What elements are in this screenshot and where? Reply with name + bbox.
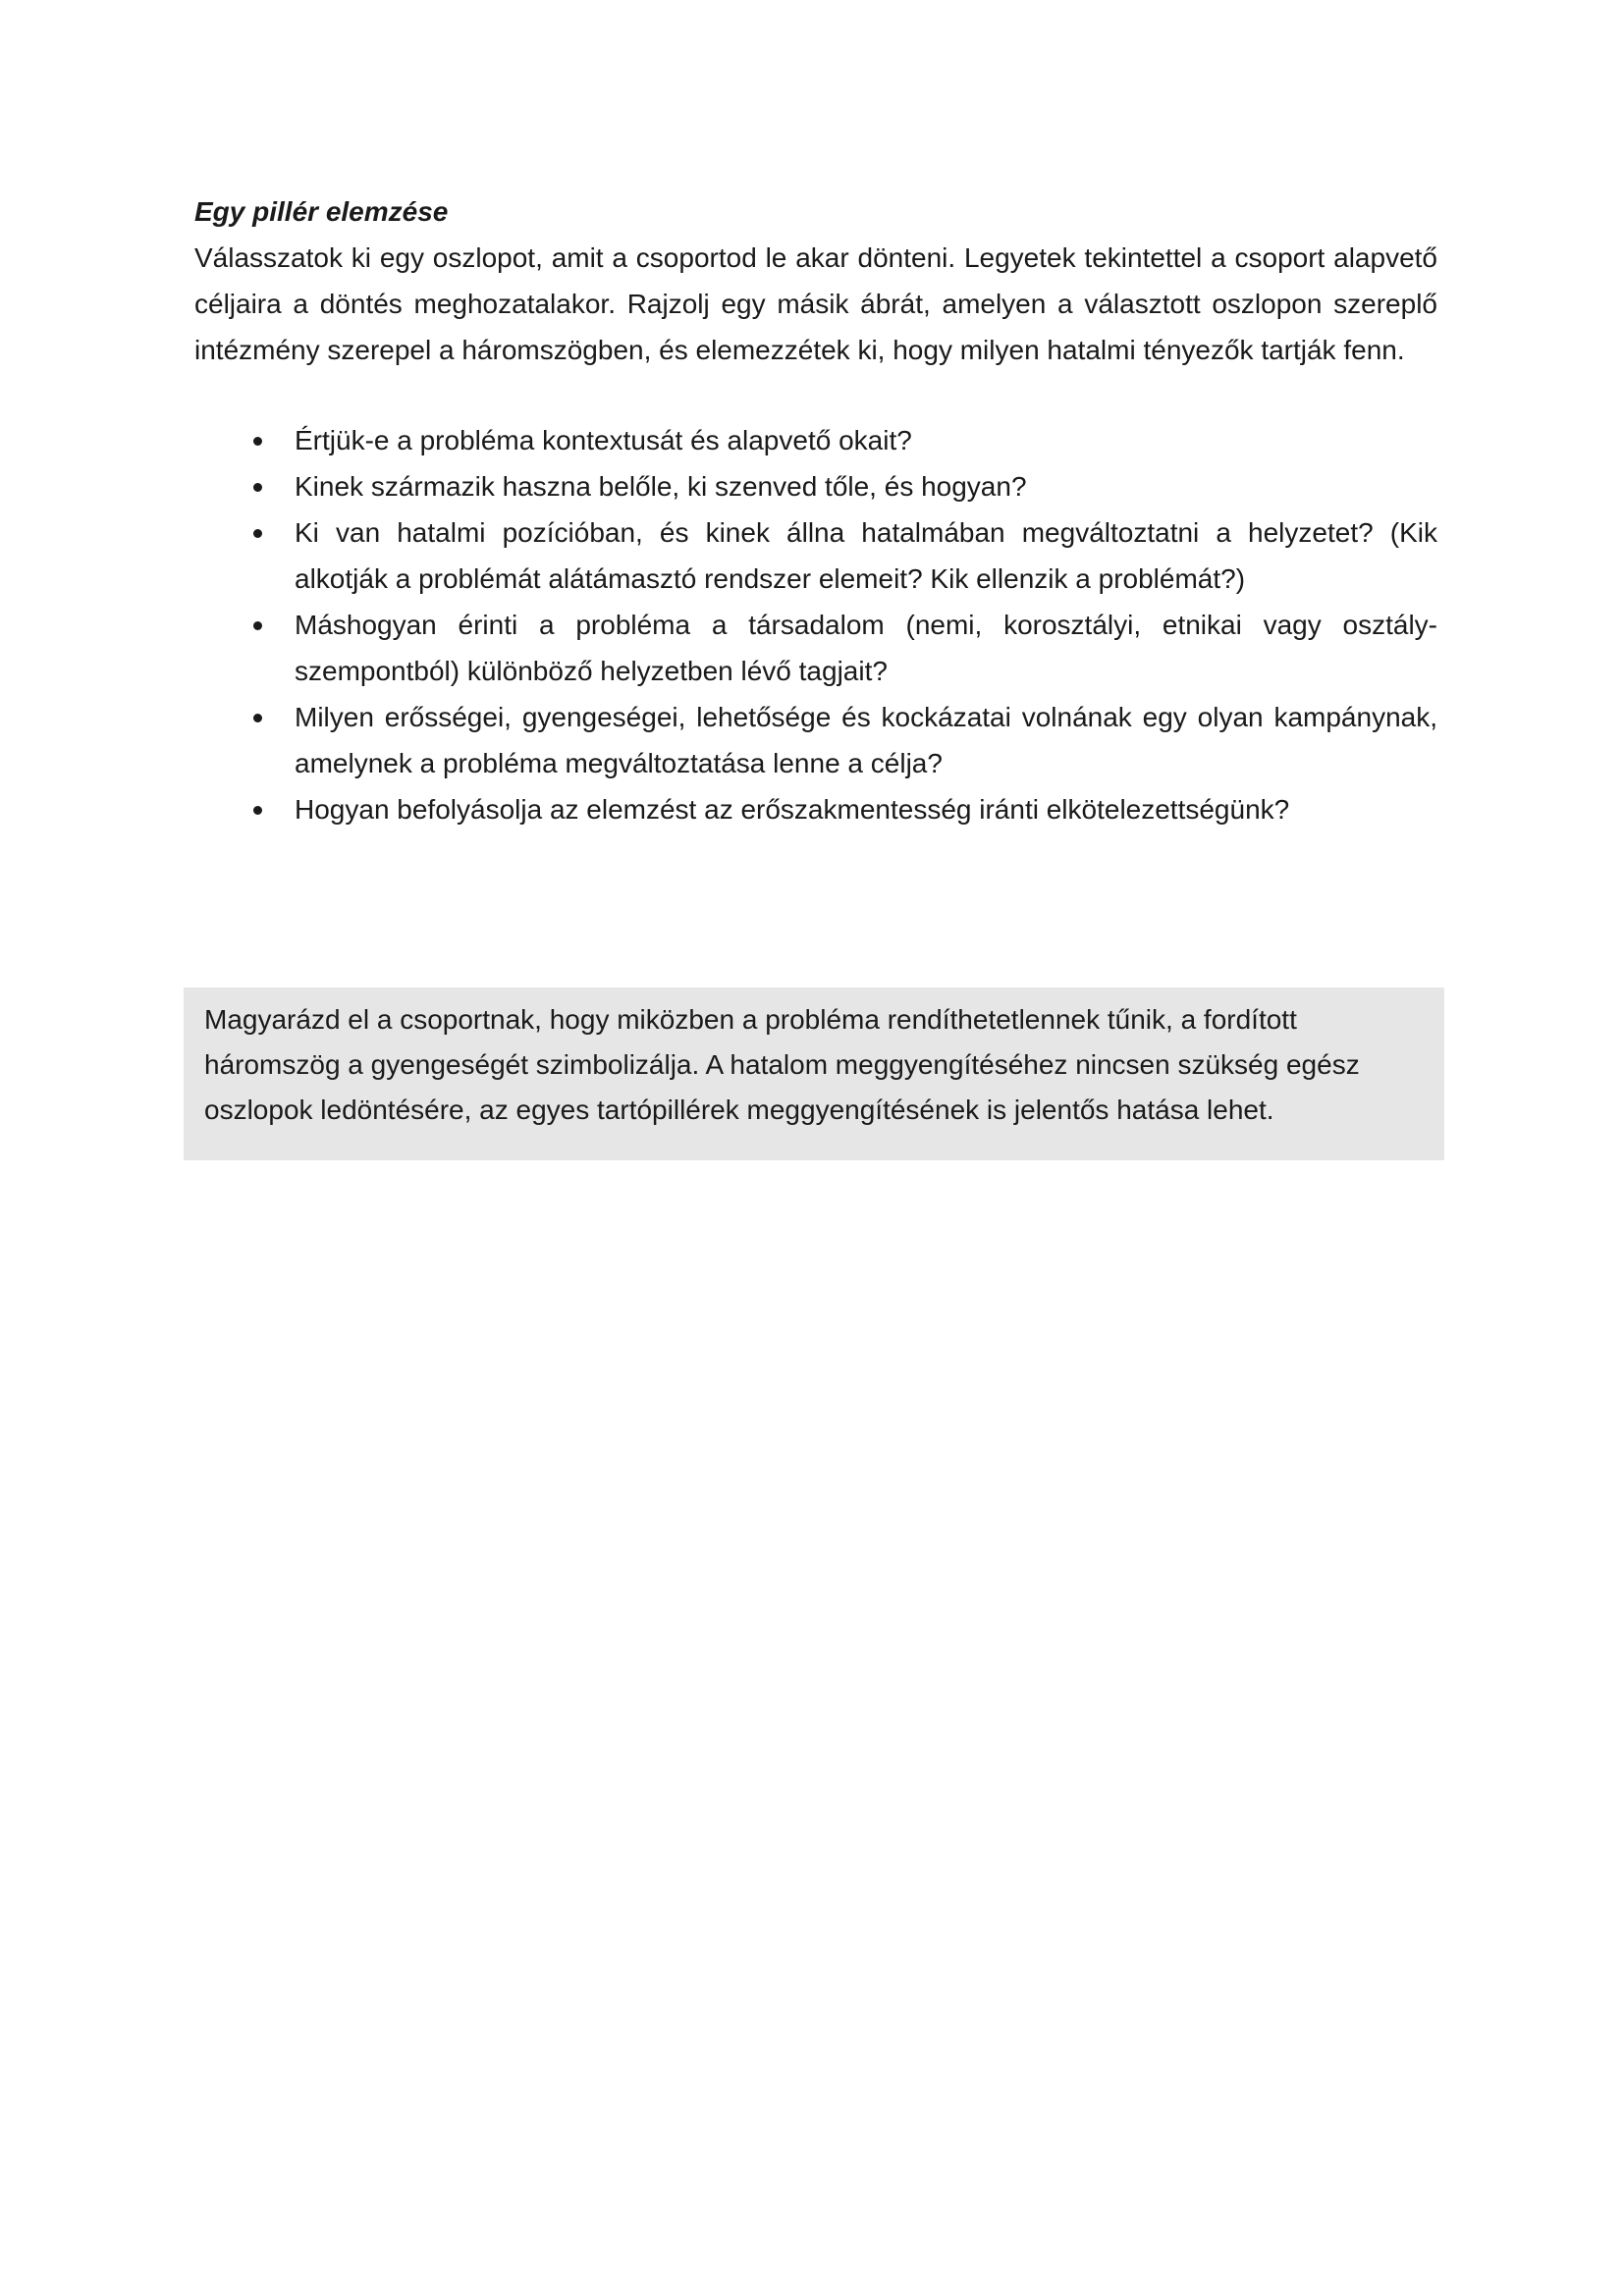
bullet-icon	[253, 714, 262, 722]
note-line: Magyarázd el a csoportnak, hogy miközben a probléma rendíthetetlennek tűnik, a fordított	[204, 1004, 1297, 1035]
section-body	[194, 188, 1437, 832]
bullet-icon	[253, 806, 262, 815]
question-list	[194, 417, 1437, 832]
list-item	[194, 417, 1437, 463]
question-text: Értjük-e a probléma kontextusát és alapvető okait?	[295, 425, 912, 455]
list-item	[194, 694, 1437, 786]
bullet-icon	[253, 483, 262, 492]
list-item	[194, 509, 1437, 602]
facilitator-note-box	[184, 988, 1444, 1160]
question-text: Máshogyan érinti a probléma a társadalom (nemi, korosztályi, etnikai vagy osztály-szempontból) különböző helyzetben lévő tagjait?	[295, 610, 1437, 686]
list-item	[194, 786, 1437, 832]
list-item	[194, 602, 1437, 694]
note-text	[204, 997, 1425, 1133]
intro-paragraph: Válasszatok ki egy oszlopot, amit a csoportod le akar dönteni. Legyetek tekintettel a csoport alapvető céljaira a döntés meghozatalakor. Rajzolj egy másik ábrát, amelyen a választott oszlopon szereplő intézmény szerepel a háromszögben, és elemezzétek ki, hogy milyen hatalmi tényezők tartják fenn.	[194, 242, 1437, 365]
note-line: háromszög a gyengeségét szimbolizálja. A hatalom meggyengítéséhez nincsen szükség egész	[204, 1049, 1360, 1080]
list-item	[194, 463, 1437, 509]
bullet-icon	[253, 437, 262, 446]
question-text: Kinek származik haszna belőle, ki szenved tőle, és hogyan?	[295, 471, 1027, 502]
bullet-icon	[253, 529, 262, 538]
bullet-icon	[253, 621, 262, 630]
question-text: Hogyan befolyásolja az elemzést az erőszakmentesség iránti elkötelezettségünk?	[295, 794, 1290, 825]
question-text: Milyen erősségei, gyengeségei, lehetősége és kockázatai volnának egy olyan kampánynak, amelynek a probléma megváltoztatása lenne a célja?	[295, 702, 1437, 778]
section-heading: Egy pillér elemzése	[194, 196, 449, 227]
note-line: oszlopok ledöntésére, az egyes tartópillérek meggyengítésének is jelentős hatása lehet.	[204, 1095, 1274, 1125]
question-text: Ki van hatalmi pozícióban, és kinek állna hatalmában megváltoztatni a helyzetet? (Kik alkotják a problémát alátámasztó rendszer elemeit? Kik ellenzik a problémát?)	[295, 517, 1437, 594]
